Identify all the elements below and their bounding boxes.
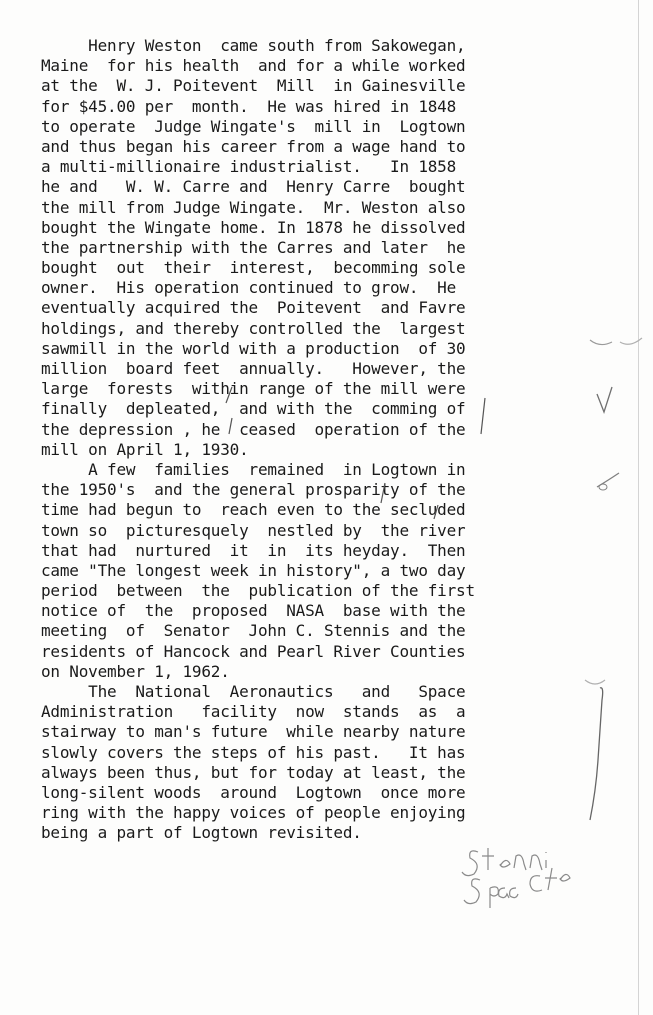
text-line: owner. His operation continued to grow. He xyxy=(41,278,457,298)
text-line: A few families remained in Logtown in xyxy=(41,459,466,479)
text-line: million board feet annually. However, the xyxy=(41,359,466,378)
text-line: the mill from Judge Wingate. Mr. Weston also xyxy=(41,197,466,217)
text-line: slowly covers the steps of his past. It has xyxy=(41,742,466,762)
text-line: town so picturesquely nestled by the river xyxy=(41,520,466,540)
margin-dot-mark xyxy=(599,484,607,490)
text-line: the 1950's and the general prosparity of the xyxy=(41,480,466,500)
text-line: the depression , he ceased operation of the xyxy=(41,419,466,439)
text-line: and thus began his career from a wage hand to xyxy=(41,136,466,156)
margin-check-mark xyxy=(597,387,612,412)
handwritten-note xyxy=(462,848,570,908)
text-line: meeting of Senator John C. Stennis and the xyxy=(41,621,466,641)
text-line: mill on April 1, 1930. xyxy=(41,439,249,459)
text-line: holdings, and thereby controlled the largest xyxy=(41,318,466,338)
text-line: residents of Hancock and Pearl River Counties xyxy=(41,641,466,661)
margin-pen-mark xyxy=(597,473,619,487)
text-line: stairway to man's future while nearby nature xyxy=(41,722,466,742)
text-line: on November 1, 1962. xyxy=(41,661,230,681)
text-line: a multi-millionaire industrialist. In 1858 xyxy=(41,157,457,177)
text-line: always been thus, but for today at least, the xyxy=(41,762,466,782)
page-edge-divider xyxy=(638,0,639,1015)
text-line: at the W. J. Poitevent Mill in Gainesville xyxy=(41,76,466,96)
text-line: being a part of Logtown revisited. xyxy=(41,823,362,843)
text-line: Administration facility now stands as a xyxy=(41,702,466,722)
text-line: bought out their interest, becomming sole xyxy=(41,258,466,278)
text-line: finally depleated, and with the comming of xyxy=(41,399,466,419)
text-line: sawmill in the world with a production of 30 xyxy=(41,338,466,358)
text-line: to operate Judge Wingate's mill in Logtown xyxy=(41,116,466,136)
margin-curl-mark xyxy=(585,680,605,684)
text-line: Maine for his health and for a while worked xyxy=(41,56,466,76)
text-line: Henry Weston came south from Sakowegan, xyxy=(41,36,466,55)
margin-bracket-mark xyxy=(590,688,603,820)
text-line: that had nurtured it in its heyday. Then xyxy=(41,540,466,560)
text-line: eventually acquired the Poitevent and Favre xyxy=(41,298,466,318)
text-line: The National Aeronautics and Space xyxy=(41,682,466,701)
text-line: came "The longest week in history", a two day xyxy=(41,560,466,580)
typed-text-block xyxy=(41,36,581,844)
text-line: he and W. W. Carre and Henry Carre bought xyxy=(41,177,466,197)
text-line: period between the publication of the first xyxy=(41,581,475,601)
text-line: ring with the happy voices of people enjoying xyxy=(41,803,466,823)
margin-curl-mark xyxy=(590,340,612,345)
text-line: for $45.00 per month. He was hired in 1848 xyxy=(41,96,457,116)
text-line: time had begun to reach even to the secluded xyxy=(41,500,466,520)
text-line: long-silent woods around Logtown once more xyxy=(41,782,466,802)
text-line: notice of the proposed NASA base with the xyxy=(41,601,466,621)
text-line: the partnership with the Carres and later he xyxy=(41,237,466,257)
text-line: bought the Wingate home. In 1878 he dissolved xyxy=(41,217,466,237)
text-line: large forests within range of the mill were xyxy=(41,379,466,399)
